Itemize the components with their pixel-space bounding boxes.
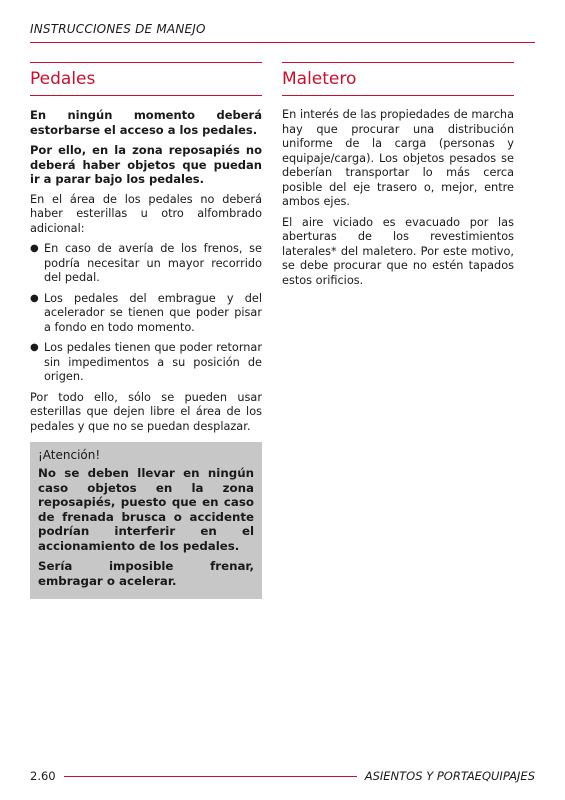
page-footer [30,768,535,784]
footer-rule [64,776,357,777]
section-rule-top [282,62,514,63]
bold-paragraph: Por ello, en la zona reposapiés no deberá haber objetos que puedan ir a parar bajo los pedales. [30,143,262,186]
right-column [282,62,514,294]
bullet-dot-icon: ● [30,243,39,254]
body-paragraph: En interés de las propiedades de marcha hay que procurar una distribución uniforme de la carga (personas y equipaje/carga). Los objetos pesados se deberían transportar lo más cerca posible del eje trasero o, mejor, entre ambos ejes. [282,108,514,208]
section-rule-bottom [282,95,514,96]
section-rule-bottom [30,95,262,96]
page-number: 2.60 [30,769,56,783]
warning-box [30,442,262,599]
bullet-item: ● En caso de avería de los frenos, se podría necesitar un mayor recorrido del pedal. [30,242,262,284]
section-title-maletero: Maletero [282,69,357,89]
running-header: INSTRUCCIONES DE MANEJO [30,22,206,36]
section-title-pedales: Pedales [30,69,96,89]
footer-section-name: ASIENTOS Y PORTAEQUIPAJES [364,769,535,783]
left-column [30,62,262,599]
body-paragraph: El aire viciado es evacuado por las aberturas de los revestimientos laterales* del maletero. Por este motivo, se debe procurar que no estén tapados estos orificios. [282,215,514,287]
warning-paragraph: No se deben llevar en ningún caso objetos en la zona reposapiés, puesto que en caso de frenada brusca o accidente podrían interferir en el accionamiento de los pedales. [38,466,254,553]
warning-title: ¡Atención! [38,448,101,462]
section-rule-top [30,62,262,63]
bullet-item: ● Los pedales del embrague y del acelerador se tienen que poder pisar a fondo en todo momento. [30,291,262,334]
closing-paragraph: Por todo ello, sólo se pueden usar esterillas que dejen libre el área de los pedales y que no se puedan desplazar. [30,390,262,433]
bullet-dot-icon: ● [30,342,39,353]
bullet-dot-icon: ● [30,292,39,304]
intro-paragraph: En el área de los pedales no deberá haber esterillas u otro alfombrado adicional: [30,192,262,235]
bullet-item: ● Los pedales tienen que poder retornar sin impedimentos a su posición de origen. [30,341,262,383]
header-rule [30,42,535,43]
bold-paragraph: En ningún momento deberá estorbarse el acceso a los pedales. [30,108,262,137]
warning-paragraph: Sería imposible frenar, embragar o acelerar. [38,559,254,588]
